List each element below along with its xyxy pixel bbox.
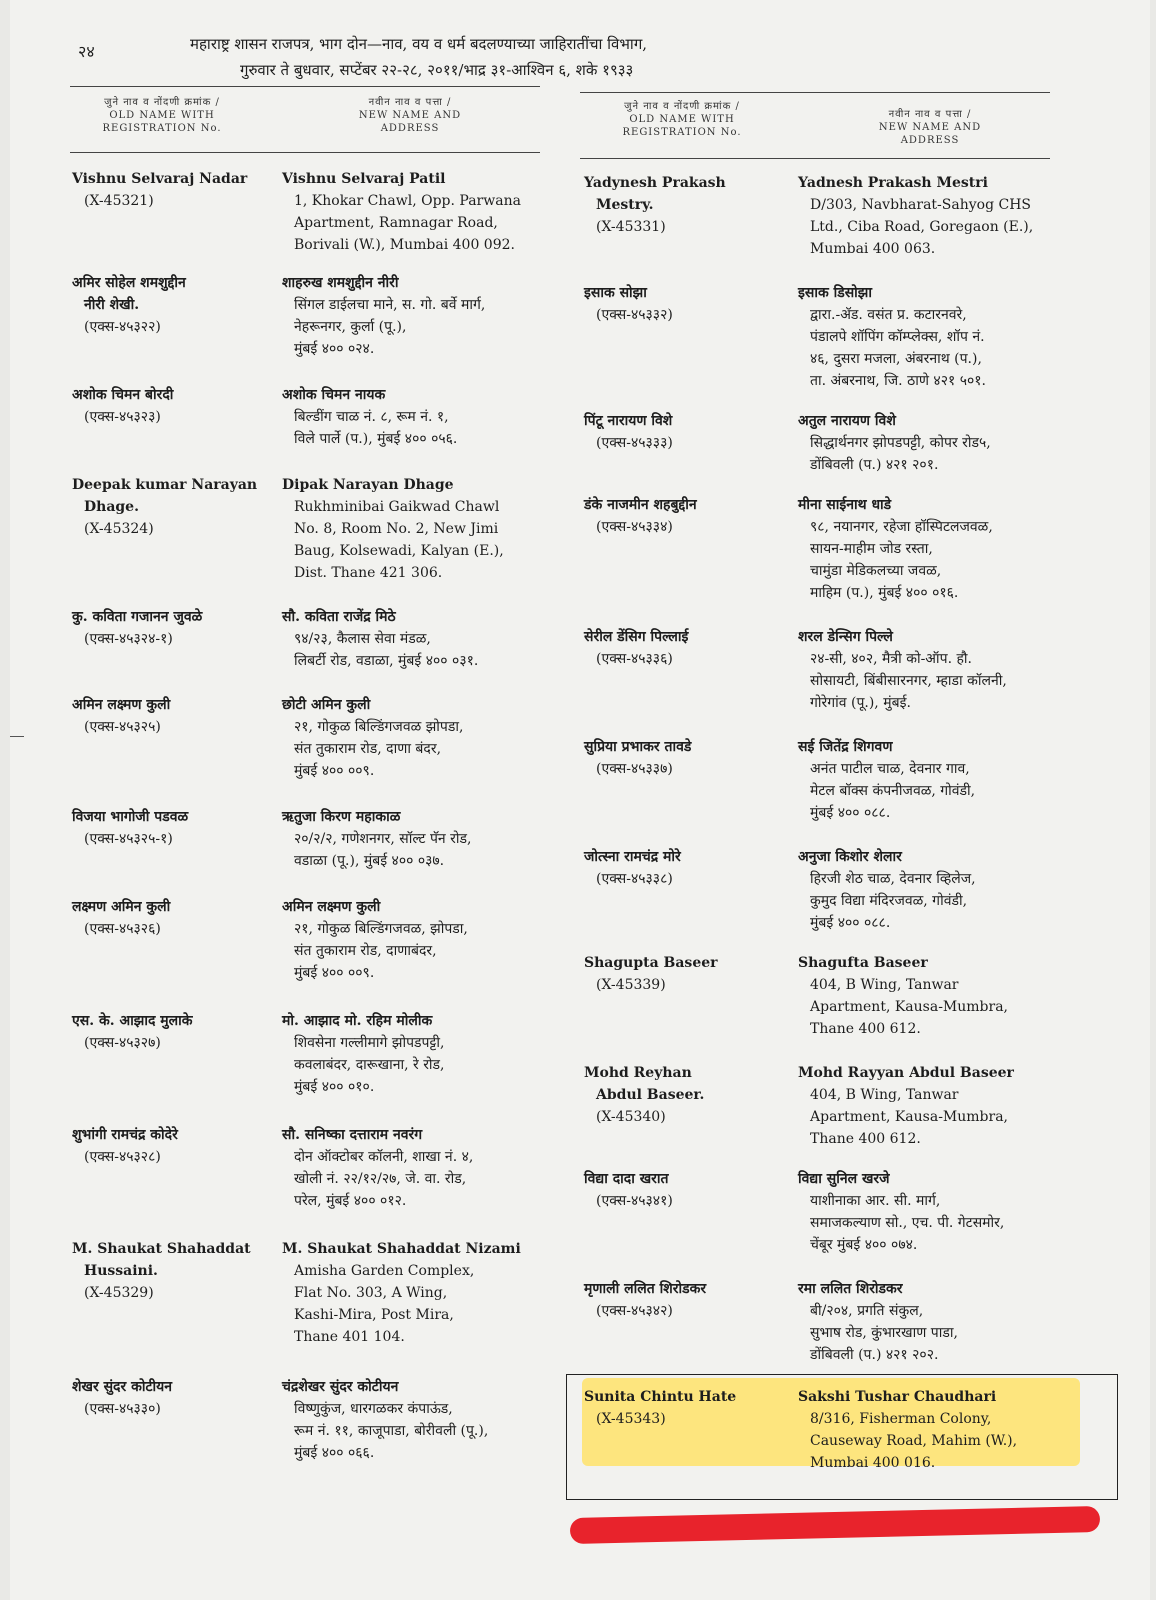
new-name-address-entry — [282, 1124, 473, 1212]
address-line: सोसायटी, बिंबीसारनगर, म्हाडा कॉलनी, — [810, 673, 1007, 689]
address-line: सायन-माहीम जोड रस्ता, — [810, 541, 933, 557]
old-name-line: अमिर सोहेल शमशुद्दीन — [72, 275, 186, 291]
address-line: चेंबूर मुंबई ४०० ०७४. — [810, 1237, 918, 1253]
old-name-entry — [72, 694, 170, 738]
old-name-line: नीरी शेखी. — [84, 297, 140, 313]
old-name-entry — [584, 1386, 736, 1430]
new-name: ऋतुजा किरण महाकाळ — [282, 809, 401, 825]
new-name: इसाक डिसोझा — [798, 285, 873, 301]
new-name-address-entry — [282, 606, 478, 672]
address-line: 404, B Wing, Tanwar — [810, 1087, 959, 1103]
address-line: Baug, Kolsewadi, Kalyan (E.), — [294, 543, 504, 559]
old-name-line: Hussaini. — [84, 1263, 158, 1279]
new-name: छोटी अमिन कुली — [282, 697, 371, 713]
old-name-line: मृणाली ललित शिरोडकर — [584, 1281, 707, 1297]
left-new-column-head: नवीन नाव व पत्ता / NEW NAME AND ADDRESS — [358, 97, 462, 134]
address-line: लिबर्टी रोड, वडाळा, मुंबई ४०० ०३१. — [294, 653, 479, 669]
address-line: विष्णुकुंज, धारगळकर कंपाऊंड, — [294, 1401, 453, 1417]
address-line: D/303, Navbharat-Sahyog CHS — [810, 197, 1032, 213]
address-line: विले पार्ले (प.), मुंबई ४०० ०५६. — [294, 431, 458, 447]
registration-number: (X-45339) — [596, 977, 666, 993]
address-line: २४-सी, ४०२, मैत्री को-ऑप. हौ. — [810, 651, 972, 667]
registration-number: (एक्स-४५३२५-१) — [84, 831, 173, 847]
registration-number: (X-45331) — [596, 219, 666, 235]
old-name-line: Dhage. — [84, 499, 139, 515]
address-line: संत तुकाराम रोड, दाणाबंदर, — [294, 943, 437, 959]
address-line: मुंबई ४०० ०८८. — [810, 915, 891, 931]
address-line: मुंबई ४०० ०८८. — [810, 805, 891, 821]
old-name-line: Abdul Baseer. — [596, 1087, 705, 1103]
address-line: Mumbai 400 063. — [810, 241, 936, 257]
address-line: Borivali (W.), Mumbai 400 092. — [294, 237, 515, 253]
registration-number: (X-45340) — [596, 1109, 666, 1125]
old-name-entry — [72, 474, 257, 540]
old-name-entry — [584, 736, 691, 780]
old-name-line: डंके नाजमीन शहबुद्दीन — [584, 497, 697, 513]
old-name-entry — [584, 1062, 704, 1128]
registration-number: (एक्स-४५३३८) — [596, 871, 673, 887]
registration-number: (एक्स-४५३३०) — [84, 1401, 161, 1417]
old-name-entry — [72, 384, 173, 428]
new-name-address-entry — [798, 1062, 1014, 1150]
address-line: Thane 400 612. — [810, 1131, 921, 1147]
new-name: Dipak Narayan Dhage — [282, 477, 454, 493]
address-line: गोरेगांव (पू.), मुंबई. — [810, 695, 911, 711]
new-name: Shagufta Baseer — [798, 955, 928, 971]
address-line: चामुंडा मेडिकलच्या जवळ, — [810, 563, 942, 579]
new-name-address-entry — [798, 410, 991, 476]
old-name-line: Sunita Chintu Hate — [584, 1389, 737, 1405]
right-old-column-head: जुने नाव व नोंदणी क्रमांक / OLD NAME WITH REGISTRATION No. — [622, 101, 742, 138]
address-line: Kashi-Mira, Post Mira, — [294, 1307, 454, 1323]
registration-number: (X-45324) — [84, 521, 154, 537]
address-line: वडाळा (पू.), मुंबई ४०० ०३७. — [294, 853, 445, 869]
address-line: 1, Khokar Chawl, Opp. Parwana — [294, 193, 521, 209]
address-line: द्वारा.-ॲड. वसंत प्र. कटारनवरे, — [810, 307, 967, 323]
address-line: सिद्धार्थनगर झोपडपट्टी, कोपर रोड५, — [810, 435, 991, 451]
new-name: सौ. सनिष्का दत्ताराम नवरंग — [282, 1127, 423, 1143]
registration-number: (एक्स-४५३४१) — [596, 1193, 673, 1209]
registration-number: (एक्स-४५३३७) — [596, 761, 673, 777]
address-line: संत तुकाराम रोड, दाणा बंदर, — [294, 741, 442, 757]
old-name-line: इसाक सोझा — [584, 285, 647, 301]
new-name-address-entry — [798, 736, 975, 824]
new-name: Vishnu Selvaraj Patil — [282, 171, 446, 187]
old-name-line: सेरील डेंसिग पिल्लाई — [584, 629, 689, 645]
address-line: २०/२/२, गणेशनगर, सॉल्ट पॅन रोड, — [294, 831, 472, 847]
registration-number: (एक्स-४५३२३) — [84, 409, 161, 425]
new-name: शाहरुख शमशुद्दीन नीरी — [282, 275, 399, 291]
old-name-entry — [584, 1278, 706, 1322]
old-name-line: अशोक चिमन बोरदी — [72, 387, 174, 403]
registration-number: (एक्स-४५३३६) — [596, 651, 673, 667]
new-name: Mohd Rayyan Abdul Baseer — [798, 1065, 1014, 1081]
new-name-address-entry — [798, 626, 1007, 714]
old-name-entry — [72, 606, 202, 650]
old-name-entry — [72, 168, 247, 212]
address-line: मुंबई ४०० ०६६. — [294, 1445, 375, 1461]
address-line: कवलाबंदर, दारूखाना, रे रोड, — [294, 1057, 445, 1073]
old-name-line: Deepak kumar Narayan — [72, 477, 258, 493]
new-name: सौ. कविता राजेंद्र मिठे — [282, 609, 396, 625]
new-name: Sakshi Tushar Chaudhari — [798, 1389, 997, 1405]
left-old-column-head: जुने नाव व नोंदणी क्रमांक / OLD NAME WITH REGISTRATION No. — [102, 97, 222, 134]
old-name-line: अमिन लक्ष्मण कुली — [72, 697, 171, 713]
new-name-address-entry — [282, 272, 485, 360]
right-new-column-head: नवीन नाव व पत्ता / NEW NAME AND ADDRESS — [878, 109, 982, 146]
address-line: सुभाष रोड, कुंभारखाण पाडा, — [810, 1325, 958, 1341]
new-name: मो. आझाद मो. रहिम मोलीक — [282, 1013, 433, 1029]
new-name-address-entry — [798, 846, 976, 934]
registration-number: (एक्स-४५३३२) — [596, 307, 673, 323]
new-name-address-entry — [798, 952, 1008, 1040]
address-line: शिवसेना गल्लीमागे झोपडपट्टी, — [294, 1035, 445, 1051]
new-name-address-entry — [798, 172, 1033, 260]
address-line: ता. अंबरनाथ, जि. ठाणे ४२१ ५०१. — [810, 373, 986, 389]
old-name-entry — [584, 1168, 673, 1212]
new-name-address-entry — [282, 1238, 521, 1348]
registration-number: (एक्स-४५३३३) — [596, 435, 673, 451]
address-line: सिंगल डाईलचा माने, स. गो. बर्वे मार्ग, — [294, 297, 486, 313]
new-name: अनुजा किशोर शेलार — [798, 849, 902, 865]
new-name: विद्या सुनिल खरजे — [798, 1171, 890, 1187]
address-line: खोली नं. २२/१२/२७, जे. वा. रोड, — [294, 1171, 467, 1187]
old-name-line: Mohd Reyhan — [584, 1065, 692, 1081]
gazette-page — [10, 0, 1150, 1600]
old-name-entry — [72, 272, 186, 338]
old-name-entry — [584, 282, 673, 326]
old-name-entry — [72, 1010, 193, 1054]
address-line: मुंबई ४०० ०१०. — [294, 1079, 375, 1095]
old-name-line: कु. कविता गजानन जुवळे — [72, 609, 203, 625]
old-name-entry — [72, 1238, 251, 1304]
address-line: ९८, नयानगर, रहेजा हॉस्पिटलजवळ, — [810, 519, 993, 535]
new-name-address-entry — [798, 494, 993, 604]
address-line: रूम नं. ११, काजूपाडा, बोरीवली (पू.), — [294, 1423, 489, 1439]
address-line: Ltd., Ciba Road, Goregaon (E.), — [810, 219, 1034, 235]
new-name-address-entry — [282, 806, 471, 872]
address-line: Apartment, Kausa-Mumbra, — [810, 1109, 1009, 1125]
old-name-line: विजया भागोजी पडवळ — [72, 809, 189, 825]
registration-number: (एक्स-४५३३४) — [596, 519, 673, 535]
old-name-entry — [584, 952, 718, 996]
new-name-address-entry — [798, 1386, 1017, 1474]
old-name-entry — [72, 1376, 172, 1420]
new-name-address-entry — [282, 168, 521, 256]
address-line: अनंत पाटील चाळ, देवनार गाव, — [810, 761, 970, 777]
address-line: २१, गोकुळ बिल्डिंगजवळ झोपडा, — [294, 719, 464, 735]
new-name: शरल डेन्सिग पिल्ले — [798, 629, 893, 645]
new-name-address-entry — [282, 384, 457, 450]
old-name-entry — [72, 806, 188, 850]
old-name-entry — [584, 410, 673, 454]
old-name-entry — [72, 896, 170, 940]
address-line: समाजकल्याण सो., एच. पी. गेटसमोर, — [810, 1215, 1005, 1231]
registration-number: (एक्स-४५३२५) — [84, 719, 161, 735]
new-name-address-entry — [798, 282, 986, 392]
old-name-line: Shagupta Baseer — [584, 955, 718, 971]
address-line: ४६, दुसरा मजला, अंबरनाथ (प.), — [810, 351, 982, 367]
new-name-address-entry — [798, 1278, 958, 1366]
address-line: Flat No. 303, A Wing, — [294, 1285, 448, 1301]
registration-number: (एक्स-४५३२२) — [84, 319, 161, 335]
address-line: Apartment, Kausa-Mumbra, — [810, 999, 1009, 1015]
address-line: पंडालपे शॉपिंग कॉम्प्लेक्स, शॉप नं. — [810, 329, 985, 345]
old-name-line: पिंटू नारायण विशे — [584, 413, 673, 429]
old-name-line: सुप्रिया प्रभाकर तावडे — [584, 739, 692, 755]
new-name-address-entry — [282, 896, 468, 984]
new-name-address-entry — [282, 474, 504, 584]
old-name-entry — [584, 846, 681, 890]
registration-number: (एक्स-४५३२४-१) — [84, 631, 173, 647]
new-name-address-entry — [798, 1168, 1004, 1256]
address-line: माहिम (प.), मुंबई ४०० ०१६. — [810, 585, 959, 601]
address-line: Thane 401 104. — [294, 1329, 405, 1345]
address-line: मुंबई ४०० ००९. — [294, 965, 375, 981]
registration-number: (X-45329) — [84, 1285, 154, 1301]
address-line: Dist. Thane 421 306. — [294, 565, 443, 581]
address-line: Mumbai 400 016. — [810, 1455, 936, 1471]
new-name: अशोक चिमन नायक — [282, 387, 386, 403]
registration-number: (एक्स-४५३२७) — [84, 1035, 161, 1051]
header-line-2: गुरुवार ते बुधवार, सप्टेंबर २२-२८, २०११/भाद्र ३१-आश्विन ६, शके १९३३ — [240, 61, 634, 79]
address-line: Thane 400 612. — [810, 1021, 921, 1037]
new-name: सई जितेंद्र शिगवण — [798, 739, 893, 755]
address-line: Apartment, Ramnagar Road, — [294, 215, 498, 231]
address-line: 404, B Wing, Tanwar — [810, 977, 959, 993]
new-name-address-entry — [282, 694, 463, 782]
new-name: अमिन लक्ष्मण कुली — [282, 899, 381, 915]
address-line: बी/२०४, प्रगति संकुल, — [810, 1303, 924, 1319]
address-line: दोन ऑक्टोबर कॉलनी, शाखा नं. ४, — [294, 1149, 474, 1165]
address-line: Amisha Garden Complex, — [294, 1263, 475, 1279]
address-line: मुंबई ४०० ००९. — [294, 763, 375, 779]
registration-number: (एक्स-४५३२८) — [84, 1149, 161, 1165]
old-name-line: एस. के. आझाद मुलाके — [72, 1013, 193, 1029]
address-line: Causeway Road, Mahim (W.), — [810, 1433, 1018, 1449]
address-line: कुमुद विद्या मंदिरजवळ, गोवंडी, — [810, 893, 968, 909]
registration-number: (X-45321) — [84, 193, 154, 209]
new-name: अतुल नारायण विशे — [798, 413, 896, 429]
registration-number: (एक्स-४५३२६) — [84, 921, 161, 937]
old-name-line: शेखर सुंदर कोटीयन — [72, 1379, 173, 1395]
page-number: २४ — [78, 42, 95, 61]
address-line: २१, गोकुळ बिल्डिंगजवळ, झोपडा, — [294, 921, 468, 937]
registration-number: (एक्स-४५३४२) — [596, 1303, 673, 1319]
old-name-entry — [584, 626, 688, 670]
address-line: हिरजी शेठ चाळ, देवनार व्हिलेज, — [810, 871, 976, 887]
address-line: Rukhminibai Gaikwad Chawl — [294, 499, 500, 515]
old-name-line: शुभांगी रामचंद्र कोदेरे — [72, 1127, 178, 1143]
address-line: डोंबिवली (प.) ४२१ २०२. — [810, 1347, 939, 1363]
old-name-line: Vishnu Selvaraj Nadar — [72, 171, 248, 187]
address-line: नेहरूनगर, कुर्ला (पू.), — [294, 319, 407, 335]
address-line: परेल, मुंबई ४०० ०१२. — [294, 1193, 407, 1209]
old-name-line: लक्ष्मण अमिन कुली — [72, 899, 171, 915]
address-line: 8/316, Fisherman Colony, — [810, 1411, 992, 1427]
new-name-address-entry — [282, 1010, 445, 1098]
old-name-line: Yadynesh Prakash — [584, 175, 726, 191]
address-line: याशीनाका आर. सी. मार्ग, — [810, 1193, 941, 1209]
new-name: मीना साईनाथ धाडे — [798, 497, 892, 513]
new-name-address-entry — [282, 1376, 488, 1464]
address-line: डोंबिवली (प.) ४२१ २०१. — [810, 457, 939, 473]
old-name-entry — [584, 172, 726, 238]
red-marker-stroke — [570, 1506, 1100, 1544]
new-name: चंद्रशेखर सुंदर कोटीयन — [282, 1379, 399, 1395]
address-line: मुंबई ४०० ०२४. — [294, 341, 375, 357]
address-line: No. 8, Room No. 2, New Jimi — [294, 521, 499, 537]
old-name-entry — [72, 1124, 178, 1168]
registration-number: (X-45343) — [596, 1411, 666, 1427]
new-name: रमा ललित शिरोडकर — [798, 1281, 903, 1297]
old-name-entry — [584, 494, 697, 538]
address-line: मेटल बॉक्स कंपनीजवळ, गोवंडी, — [810, 783, 976, 799]
old-name-line: जोत्स्ना रामचंद्र मोरे — [584, 849, 681, 865]
new-name: Yadnesh Prakash Mestri — [798, 175, 988, 191]
old-name-line: M. Shaukat Shahaddat — [72, 1241, 251, 1257]
address-line: बिल्डींग चाळ नं. ८, रूम नं. १, — [294, 409, 449, 425]
old-name-line: विद्या दादा खरात — [584, 1171, 669, 1187]
header-line-1: महाराष्ट्र शासन राजपत्र, भाग दोन—नाव, वय व धर्म बदलण्याच्या जाहिरातींचा विभाग, — [190, 35, 648, 53]
new-name: M. Shaukat Shahaddat Nizami — [282, 1241, 521, 1257]
old-name-line: Mestry. — [596, 197, 654, 213]
address-line: ९४/२३, कैलास सेवा मंडळ, — [294, 631, 431, 647]
